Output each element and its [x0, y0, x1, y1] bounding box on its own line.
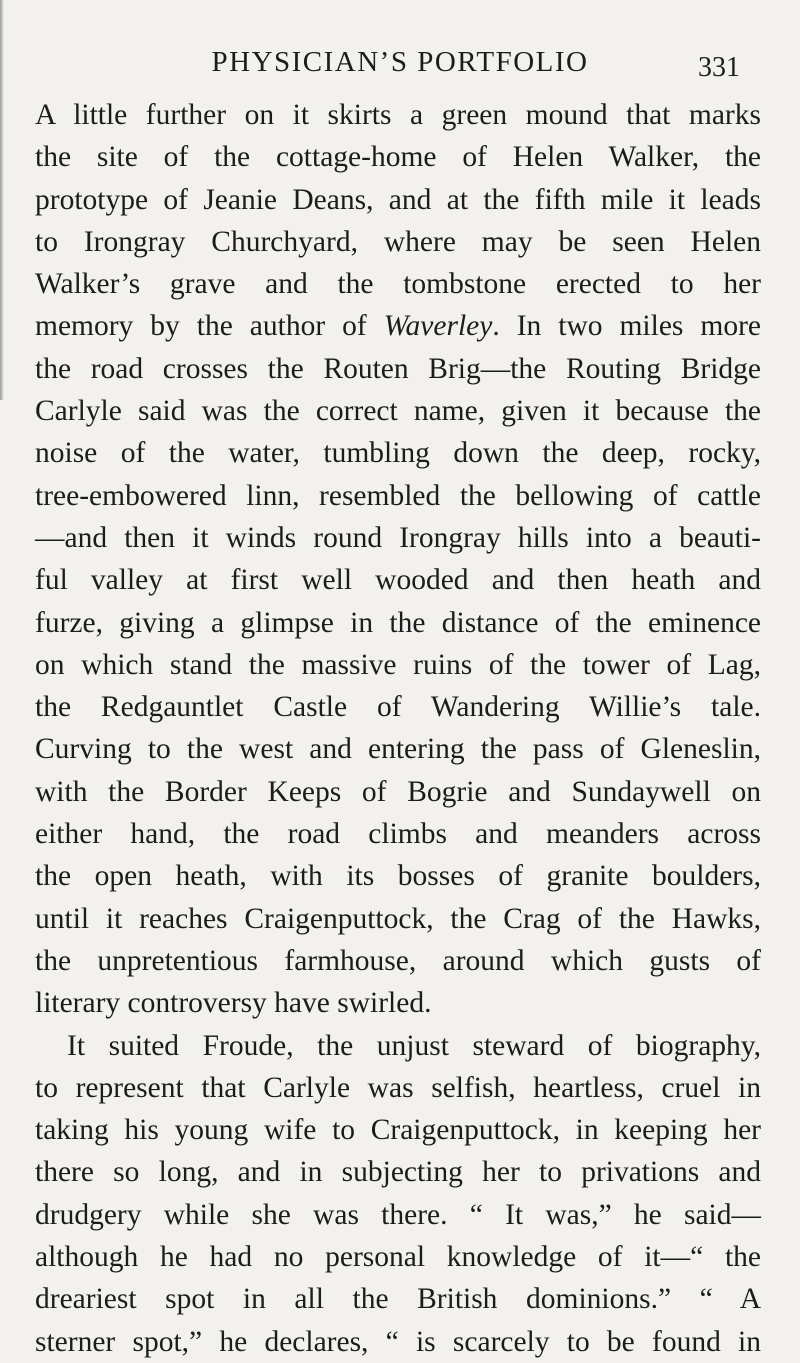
text-line: A little further on it skirts a green mound that marks	[35, 99, 761, 131]
text-line: It suited Froude, the unjust steward of biography,	[67, 1029, 761, 1062]
text-line: with the Border Keeps of Bogrie and Sundaywell on	[35, 775, 761, 808]
text-line: taking his young wife to Craigenputtock, in keeping her	[35, 1114, 761, 1147]
book-title-italic: Waverley	[383, 310, 493, 343]
text-line: literary controversy have swirled.	[35, 987, 432, 1020]
text-line: the site of the cottage-home of Helen Walker, the	[35, 141, 761, 174]
text-line: the open heath, with its bosses of granite boulders,	[35, 860, 761, 893]
text-run: . In two miles more	[492, 310, 761, 343]
text-line: ful valley at first well wooded and then heath and	[35, 564, 761, 597]
text-line: there so long, and in subjecting her to privations and	[35, 1156, 761, 1189]
text-line: —and then it winds round Irongray hills into a beauti-	[35, 521, 761, 554]
text-line: dreariest spot in all the British dominions.” “ A	[35, 1283, 761, 1316]
page-number: 331	[698, 52, 740, 83]
text-line: to Irongray Churchyard, where may be seen Helen	[35, 225, 761, 258]
text-line: on which stand the massive ruins of the tower of Lag,	[35, 648, 761, 681]
body-text	[35, 94, 761, 1363]
text-line: Curving to the west and entering the pass of Gleneslin,	[35, 733, 761, 766]
text-line: furze, giving a glimpse in the distance of the eminence	[35, 606, 761, 639]
text-line: noise of the water, tumbling down the deep, rocky,	[35, 437, 761, 470]
text-line: Walker’s grave and the tombstone erected to her	[35, 268, 761, 301]
text-line: the unpretentious farmhouse, around which gusts of	[35, 944, 761, 977]
text-line	[35, 305, 761, 347]
text-line: the road crosses the Routen Brig—the Routing Bridge	[35, 352, 761, 385]
text-line: tree-embowered linn, resembled the bellowing of cattle	[35, 479, 761, 512]
text-line: although he had no personal knowledge of it—“ the	[35, 1241, 761, 1274]
text-line: drudgery while she was there. “ It was,” he said—	[35, 1198, 761, 1231]
text-run: memory by the author of	[35, 310, 384, 343]
text-line: prototype of Jeanie Deans, and at the fifth mile it leads	[35, 183, 761, 216]
text-line: the Redgauntlet Castle of Wandering Willie’s tale.	[35, 691, 761, 724]
text-line: either hand, the road climbs and meanders across	[35, 818, 761, 851]
text-line: Carlyle said was the correct name, given it because the	[35, 395, 761, 428]
text-line: until it reaches Craigenputtock, the Crag of the Hawks,	[35, 902, 761, 935]
running-head: PHYSICIAN’S PORTFOLIO	[211, 46, 589, 78]
text-line: to represent that Carlyle was selfish, heartless, cruel in	[35, 1071, 761, 1104]
text-line: sterner spot,” he declares, “ is scarcely to be found in	[35, 1325, 761, 1358]
page-header	[0, 46, 800, 86]
